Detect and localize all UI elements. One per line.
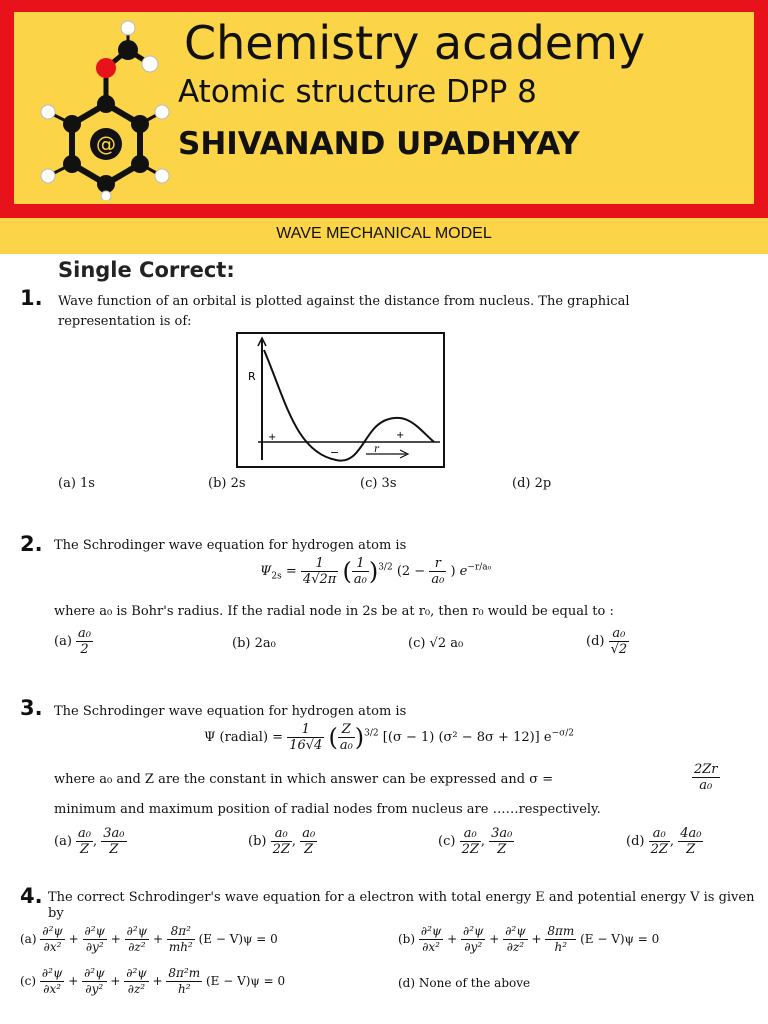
q2-equation: $\Psi_{2s}$ = $\frac{1}{4√2\pi}$ ( $\frac{1}{\text{a₀}}$ )$^{3/2}$ (2 − $\frac{r}{\text{a₀}}$ ) $e^{-r/a_0}$ <box>260 556 492 587</box>
header-panel <box>14 12 754 204</box>
eq-frac-2: $\frac{1}{\text{a₀}}$ <box>353 556 367 587</box>
section-title: Single Correct: <box>58 258 235 282</box>
q3-option-b[interactable]: (b) $\frac{\text{a₀}}{2Z}$ , $\frac{\text{a₀}}{Z}$ <box>248 826 316 857</box>
academy-logo-icon <box>28 20 178 200</box>
q1-wave-graph <box>236 332 446 468</box>
q3-sigma-fraction: $\frac{2Zr}{\text{a₀}}$ <box>694 762 718 793</box>
eq3-frac-1: $\frac{1}{16√4}$ <box>289 722 323 753</box>
eq3-lhs: Ψ (radial) = <box>204 730 284 745</box>
eq3-power: 3/2 <box>364 728 379 739</box>
eq-frac-3: $\frac{r}{\text{a₀}}$ <box>431 556 445 587</box>
q1-option-b[interactable]: (b) 2s <box>208 476 246 491</box>
q4-option-a[interactable]: (a) $\frac{\text{∂²ψ}}{\text{∂x²}}$ + $\frac{\text{∂²ψ}}{\text{∂y²}}$ + $\frac{\text{∂²ψ}}{\text{∂z²}}$ + $\frac{\text{8π²}}{\text{mh²}}$ (E − V)ψ = 0 <box>20 924 278 954</box>
page-title: Chemistry academy <box>184 16 646 70</box>
eq3-rest: [(σ − 1) (σ² − 8σ + 12)] e <box>382 730 552 745</box>
q3-option-c[interactable]: (c) $\frac{\text{a₀}}{2Z}$ , $\frac{\text{3a₀}}{Z}$ <box>438 826 513 857</box>
q2-option-c[interactable]: (c) √2 a₀ <box>408 636 464 651</box>
header-banner <box>0 0 768 218</box>
q3-option-d[interactable]: (d) $\frac{\text{a₀}}{2Z}$ , $\frac{\text{4a₀}}{Z}$ <box>626 826 702 857</box>
graph-minus-sign: − <box>330 446 340 459</box>
graph-r-axis-label: R <box>248 370 256 383</box>
graph-plus-sign-2: + <box>396 430 405 441</box>
q1-option-c[interactable]: (c) 3s <box>360 476 397 491</box>
q2-option-d[interactable]: (d) $\frac{\text{a₀}}{√2}$ <box>586 626 628 657</box>
q1-text: Wave function of an orbital is plotted against the distance from nucleus. The graphical representation is of: <box>58 294 630 329</box>
q3-number: 3. <box>20 696 43 720</box>
eq-exp-base: e <box>459 564 468 579</box>
q4-option-b[interactable]: (b) $\frac{\text{∂²ψ}}{\text{∂x²}}$ + $\frac{\text{∂²ψ}}{\text{∂y²}}$ + $\frac{\text{∂²ψ}}{\text{∂z²}}$ + $\frac{8\pi m}{\text{h²}}$ (E − V)ψ = 0 <box>398 924 660 954</box>
eq-sign: = <box>285 564 297 579</box>
q4-number: 4. <box>20 884 43 908</box>
page-subtitle: Atomic structure DPP 8 <box>178 74 537 110</box>
eq-open: (2 − <box>396 564 426 579</box>
eq3-exp: −σ/2 <box>551 728 575 739</box>
logo-letter: @ <box>96 132 116 156</box>
q2-text: The Schrodinger wave equation for hydrogen atom is <box>54 538 407 553</box>
q2-option-a[interactable]: (a) $\frac{\text{a₀}}{2}$ <box>54 626 92 657</box>
q1-option-d[interactable]: (d) 2p <box>512 476 552 491</box>
q4-option-c[interactable]: (c) $\frac{\text{∂²ψ}}{\text{∂x²}}$ + $\frac{\text{∂²ψ}}{\text{∂y²}}$ + $\frac{\text{∂²ψ}}{\text{∂z²}}$ + $\frac{\text{8π²m}}{\text{h²}}$ (E − V)ψ = 0 <box>20 966 286 996</box>
graph-distance-label: r <box>374 444 379 455</box>
q4-option-d[interactable]: (d) None of the above <box>398 976 531 990</box>
author-name: SHIVANAND UPADHYAY <box>178 126 580 162</box>
q4-text: The correct Schrodinger's wave equation for a electron with total energy E and potential energy V is given by <box>48 890 755 921</box>
q2-option-b[interactable]: (b) 2a₀ <box>232 636 276 651</box>
q3-text-2b: minimum and maximum position of radial nodes from nucleus are ……respectively. <box>54 802 601 817</box>
q1-option-a[interactable]: (a) 1s <box>58 476 95 491</box>
eq-close: ) <box>450 564 456 579</box>
eq-exp: −r/a₀ <box>467 562 492 573</box>
graph-plus-sign-1: + <box>268 432 277 443</box>
topic-band: WAVE MECHANICAL MODEL <box>0 218 768 254</box>
q3-equation: Ψ (radial) = $\frac{1}{16√4}$ ( $\frac{Z}{\text{a₀}}$ )$^{3/2}$ [(σ − 1) (σ² − 8σ + 12)] $e^{-\sigma/2}$ <box>204 722 575 753</box>
q2-text-2: where a₀ is Bohr's radius. If the radial node in 2s be at r₀, then r₀ would be equal to : <box>54 604 614 619</box>
q3-text: The Schrodinger wave equation for hydrogen atom is <box>54 704 407 719</box>
eq-power: 3/2 <box>378 562 393 573</box>
eq-psi-sub: 2s <box>271 571 282 582</box>
eq-psi: Ψ <box>260 564 272 579</box>
eq-frac-1: $\frac{1}{4√2\pi}$ <box>302 556 337 587</box>
eq3-frac-2: $\frac{Z}{\text{a₀}}$ <box>339 722 353 753</box>
q1-number: 1. <box>20 286 43 310</box>
q3-option-a[interactable]: (a) $\frac{\text{a₀}}{Z}$ , $\frac{\text{3a₀}}{Z}$ <box>54 826 125 857</box>
q3-text-2a: where a₀ and Z are the constant in which answer can be expressed and σ = <box>54 772 554 787</box>
q2-number: 2. <box>20 532 43 556</box>
